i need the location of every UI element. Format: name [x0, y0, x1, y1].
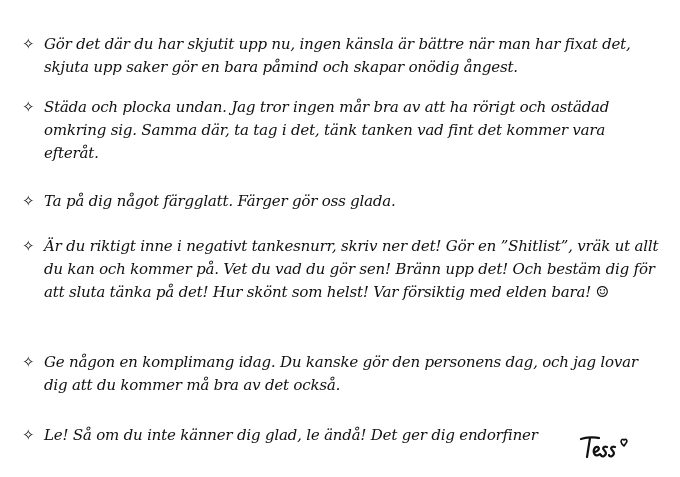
tip-item-shitlist [22, 235, 662, 304]
tess-signature [578, 430, 634, 464]
tip-text: Ta på dig något färgglatt. Färger gör oss glada. [44, 192, 396, 210]
tip-text: Är du riktigt inne i negativt tankesnurr, skriv ner det! Gör en ”Shitlist”, vräk ut allt du kan och kommer på. Vet du vad du gör sen! Bränn upp det! Och bestäm dig för att sluta tänka på det! Hur skönt som helst! Var försiktig med elden bara! ☺ [44, 237, 659, 301]
tip-text: Le! Så om du inte känner dig glad, le ändå! Det ger dig endorfiner [44, 426, 538, 444]
tip-item-compliment [22, 351, 662, 397]
tip-text: Gör det där du har skjutit upp nu, ingen känsla är bättre när man har fixat det, skjuta upp saker gör en bara påmind och skapar onödig ångest. [44, 35, 631, 76]
tip-item-cleaning [22, 96, 662, 165]
tip-item-smile [22, 424, 662, 447]
sparkle-bullet-icon: ✧ [22, 353, 35, 371]
tip-item-procrastination [22, 33, 662, 79]
heart-doodle-icon [621, 439, 627, 446]
sparkle-bullet-icon: ✧ [22, 237, 35, 255]
sparkle-bullet-icon: ✧ [22, 98, 35, 116]
sparkle-bullet-icon: ✧ [22, 192, 35, 210]
tip-text: Städa och plocka undan. Jag tror ingen mår bra av att ha rörigt och ostädad omkring sig. Samma där, ta tag i det, tänk tanken vad fint det kommer vara efteråt. [44, 98, 610, 162]
sparkle-bullet-icon: ✧ [22, 426, 35, 444]
tip-item-colorful-clothes [22, 190, 662, 213]
tip-text: Ge någon en komplimang idag. Du kanske gör den personens dag, och jag lovar dig att du kommer må bra av det också. [44, 353, 638, 394]
sparkle-bullet-icon: ✧ [22, 35, 35, 53]
